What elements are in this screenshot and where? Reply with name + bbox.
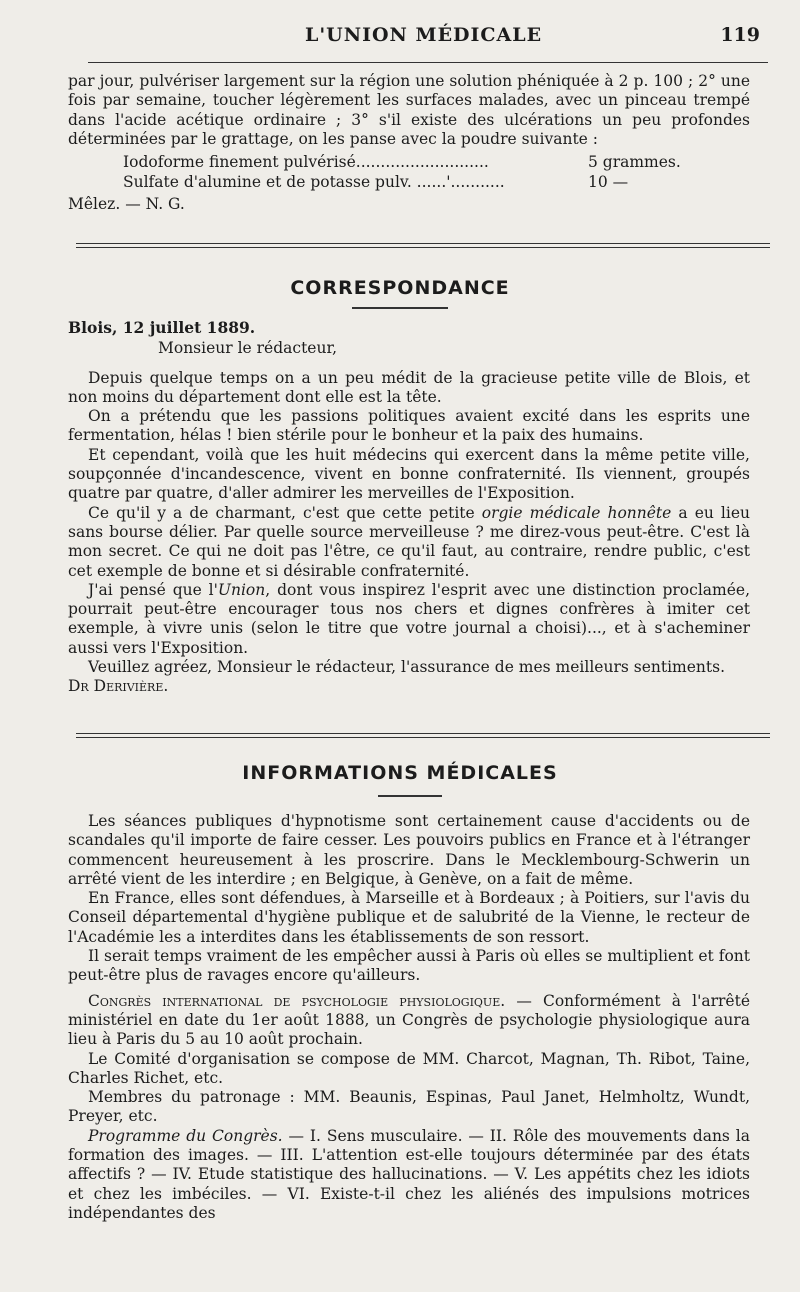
text-run: — I. Sens musculaire. — II. Rôle des mouvements dans la formation des images. — III. L'attention est-elle toujours déterminée par des états affectifs ? — IV. Etude statistique des hallucinations. — V. Les appétits chez les idiots et chez les imbéciles. — VI. Existe-t-il chez les aliénés des impulsions motrices indépendantes des	[68, 1126, 750, 1222]
formula-qty: 10 —	[588, 173, 629, 192]
info-paragraph	[68, 992, 750, 1050]
text-run: Ce qu'il y a de charmant, c'est que cette petite	[88, 503, 482, 522]
text-run: — Conformément à l'arrêté ministériel en date du 1er août 1888, un Congrès de psychologie physiologique aura lieu à Paris du 5 au 10 août prochain.	[68, 991, 751, 1049]
letter-paragraph: Veuillez agréez, Monsieur le rédacteur, l'assurance de mes meilleurs sentiments.	[88, 658, 726, 677]
letter-paragraph: On a prétendu que les passions politiques avaient excité dans les esprits une fermentation, hélas ! bien stérile pour le bonheur et la paix des humains.	[68, 407, 750, 445]
congres-title: Congrès international de psychologie physiologique.	[88, 991, 506, 1010]
informations-heading: INFORMATIONS MÉDICALES	[242, 762, 558, 784]
intro-closing: Mêlez. — N. G.	[68, 195, 185, 214]
formula-name: Sulfate d'alumine et de potasse pulv. ......'...........	[123, 173, 505, 192]
section-divider	[76, 733, 770, 738]
correspondance-section	[68, 318, 750, 697]
info-paragraph: Membres du patronage : MM. Beaunis, Espinas, Paul Janet, Helmholtz, Wundt, Preyer, etc.	[68, 1088, 750, 1126]
text-run: J'ai pensé que l'	[88, 580, 218, 599]
info-paragraph: En France, elles sont défendues, à Marseille et à Bordeaux ; à Poitiers, sur l'avis du Conseil départemental d'hygiène publique et de salubrité de la Vienne, le recteur de l'Académie les a interdites dans les établissements de son ressort.	[68, 889, 750, 946]
formula-qty: 5 grammes.	[588, 153, 681, 172]
formula-row	[68, 153, 750, 173]
text-run: a eu lieu sans bourse délier. Par quelle source merveilleuse ? me direz-vous peut-être. C'est là mon secret. Ce qui ne doit pas l'être, ce qu'il faut, au contraire, rendre public, c'est cet exemple de bonne et si désirable confraternité.	[68, 503, 750, 580]
letter-paragraph	[68, 581, 750, 658]
page-number: 119	[720, 24, 760, 46]
info-paragraph: Les séances publiques d'hypnotisme sont certainement cause d'accidents ou de scandales qu'il importe de faire cesser. Les pouvoirs publics en France et à l'étranger commencent heureusement à les proscrire. Dans le Mecklembourg-Schwerin un arrêté vient de les interdire ; en Belgique, à Genève, on a fait de même.	[68, 812, 750, 888]
letter-paragraph	[68, 504, 750, 581]
programme-label: Programme du Congrès.	[88, 1126, 283, 1145]
running-title: L'UNION MÉDICALE	[305, 24, 543, 46]
informations-section	[68, 812, 750, 1223]
dateline: Blois, 12 juillet 1889.	[68, 318, 256, 337]
formula-row	[68, 173, 750, 193]
text-run: , dont vous inspirez l'esprit avec une distinction proclamée, pourrait peut-être encourager tous nos chers et dignes confrères à imiter cet exemple, à vivre unis (selon le titre que votre journal a choisi)..., et à s'acheminer aussi vers l'Exposition.	[68, 580, 750, 657]
intro-text: par jour, pulvériser largement sur la région une solution phéniquée à 2 p. 100 ; 2° une fois par semaine, toucher légèrement les surfaces malades, avec un pinceau trempé dans l'acide acétique ordinaire ; 3° s'il existe des ulcérations un peu profondes déterminées par le grattage, on les panse avec la poudre suivante :	[68, 72, 750, 148]
info-paragraph: Il serait temps vraiment de les empêcher aussi à Paris où elles se multiplient et font peut-être plus de ravages encore qu'ailleurs.	[68, 947, 750, 985]
letter-paragraph: Depuis quelque temps on a un peu médit de la gracieuse petite ville de Blois, et non moins du département dont elle est la tête.	[68, 368, 750, 406]
section-divider	[76, 243, 770, 248]
info-paragraph: Le Comité d'organisation se compose de MM. Charcot, Magnan, Th. Ribot, Taine, Charles Richet, etc.	[68, 1049, 750, 1087]
heading-underline	[352, 307, 448, 309]
correspondance-heading: CORRESPONDANCE	[290, 277, 510, 299]
header-rule	[88, 62, 768, 63]
signature: Dr Derivière.	[68, 677, 169, 696]
info-paragraph	[68, 1127, 750, 1223]
formula-name: Iodoforme finement pulvérisé...........................	[123, 153, 489, 172]
salutation: Monsieur le rédacteur,	[158, 339, 338, 358]
emphasis-text: Union	[217, 580, 266, 599]
heading-underline	[378, 795, 442, 797]
page-header	[90, 24, 760, 54]
emphasis-text: orgie médicale honnête	[481, 503, 672, 522]
letter-paragraph: Et cependant, voilà que les huit médecins qui exercent dans la même petite ville, soupçonnée d'incandescence, vivent en bonne confraternité. Ils viennent, groupés quatre par quatre, d'aller admirer les merveilles de l'Exposition.	[68, 445, 750, 503]
intro-section	[68, 72, 750, 214]
